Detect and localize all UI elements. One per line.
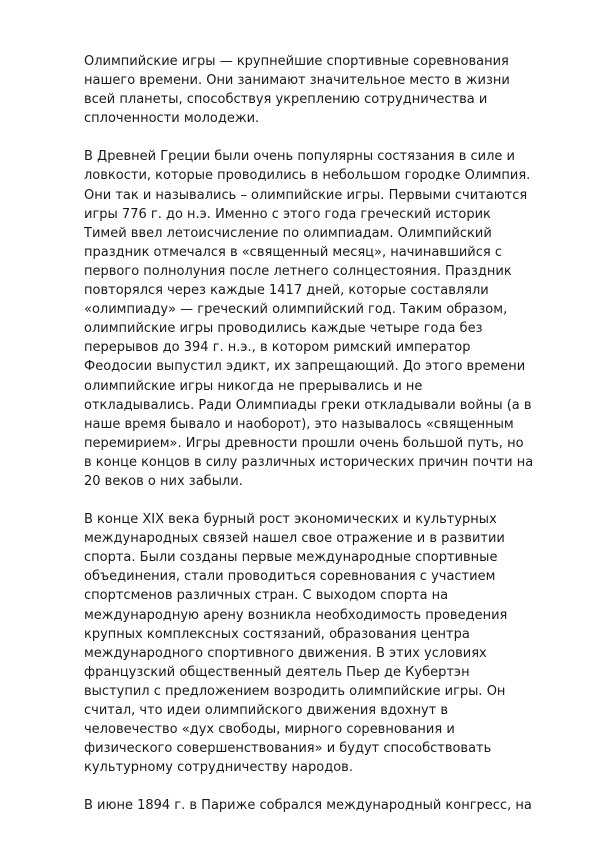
paragraph-2 <box>84 147 554 491</box>
document-body <box>84 52 554 834</box>
text-line: перемирием». Игры древности прошли очень большой путь, но <box>84 435 524 451</box>
text-line: В июне 1894 г. в Париже собрался международный конгресс, на <box>84 798 532 814</box>
text-line: повторялся через каждые 1417 дней, которые составляли <box>84 283 489 299</box>
text-line: физического совершенствования» и будут способствовать <box>84 741 492 757</box>
paragraph-3 <box>84 510 554 777</box>
text-line: В Древней Греции были очень популярны состязания в силе и <box>84 149 515 165</box>
text-line: Тимей ввел летоисчисление по олимпиадам. Олимпийский <box>84 225 492 241</box>
text-line: французский общественный деятель Пьер де Кубертэн <box>84 664 470 680</box>
text-line: всей планеты, способствуя укреплению сотрудничества и <box>84 92 488 108</box>
text-line: Олимпийские игры — крупнейшие спортивные соревнования <box>84 54 509 69</box>
text-line: культурному сотрудничеству народов. <box>84 760 353 776</box>
text-line: международных связей нашел свое отражение и в развитии <box>84 531 505 547</box>
text-line: олимпийские игры проводились каждые четыре года без <box>84 321 483 337</box>
text-line: в конце концов в силу различных исторических причин почти на <box>84 454 534 470</box>
text-line: олимпийские игры никогда не прерывались и не <box>84 378 423 394</box>
text-line: наше время бывало и наоборот), это называлось «священным <box>84 416 514 432</box>
text-line: сплоченности молодежи. <box>84 111 260 127</box>
text-line: Они так и назывались – олимпийские игры. Первыми считаются <box>84 187 528 203</box>
text-line: 20 веков о них забыли. <box>84 473 243 489</box>
text-line: первого полнолуния после летнего солнцестояния. Праздник <box>84 263 512 279</box>
text-line: перерывов до 394 г. н.э., в котором римский император <box>84 340 471 356</box>
text-line: откладывались. Ради Олимпиады греки откладывали войны (а в <box>84 397 532 413</box>
paragraph-1 <box>84 52 554 128</box>
text-line: считал, что идеи олимпийского движения вдохнут в <box>84 703 449 718</box>
text-line: спорта. Были созданы первые международные спортивные <box>84 550 498 566</box>
text-line: ловкости, которые проводились в небольшом городке Олимпия. <box>84 168 531 184</box>
text-line: международную арену возникла необходимость проведения <box>84 607 508 623</box>
text-line: В конце XIX века бурный рост экономических и культурных <box>84 512 497 528</box>
text-line: праздник отмечался в «священный месяц», начинавшийся с <box>84 244 503 260</box>
text-line: игры 776 г. до н.э. Именно с этого года греческий историк <box>84 206 491 222</box>
text-line: человечество «дух свободы, мирного соревнования и <box>84 722 455 738</box>
text-line: спортсменов различных стран. С выходом спорта на <box>84 588 449 604</box>
text-line: Феодосии выпустил эдикт, их запрещающий. До этого времени <box>84 359 526 375</box>
text-line: объединения, стали проводиться соревнования с участием <box>84 569 496 585</box>
text-line: выступил с предложением возродить олимпийские игры. Он <box>84 683 506 699</box>
text-line: крупных комплексных состязаний, образования центра <box>84 626 470 642</box>
text-line: международного спортивного движения. В этих условиях <box>84 645 487 661</box>
text-line: «олимпиаду» — греческий олимпийский год. Таким образом, <box>84 302 508 318</box>
text-line: нашего времени. Они занимают значительное место в жизни <box>84 73 510 89</box>
paragraph-4 <box>84 796 554 815</box>
